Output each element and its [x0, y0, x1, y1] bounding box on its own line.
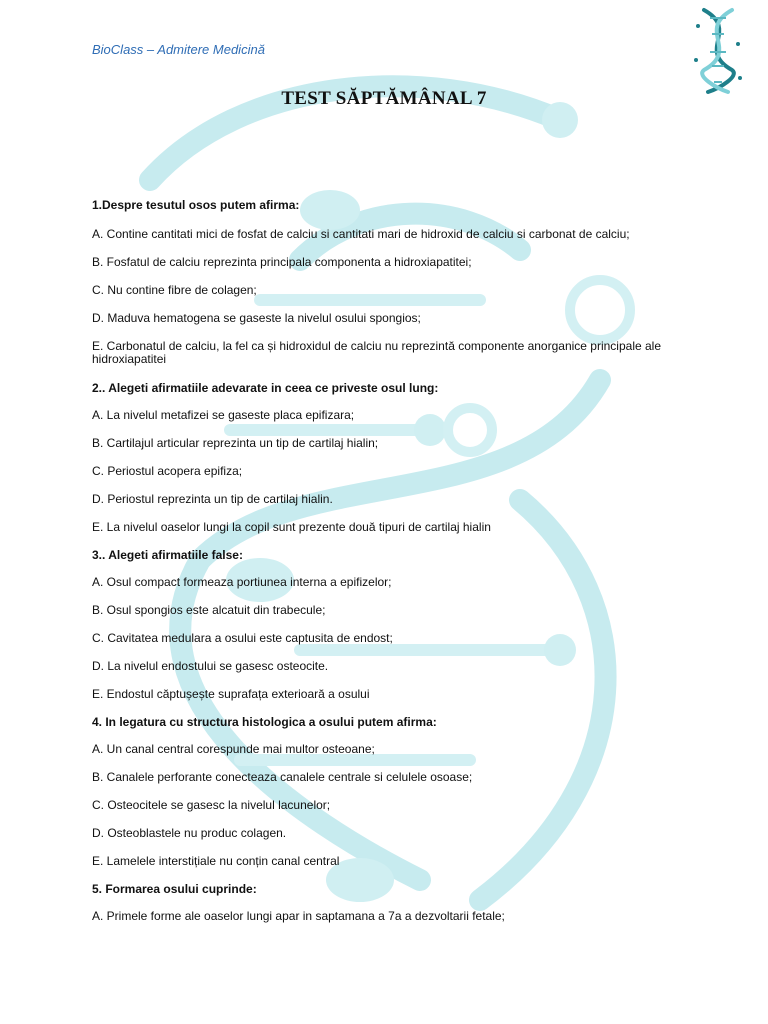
question-4-option-d: D. Osteoblastele nu produc colagen.: [92, 826, 287, 840]
question-1-option-c: C. Nu contine fibre de colagen;: [92, 283, 257, 297]
question-2-option-c: C. Periostul acopera epifiza;: [92, 464, 243, 478]
question-3-option-a: A. Osul compact formeaza portiunea interna a epifizelor;: [92, 575, 392, 589]
question-3-text: 3.. Alegeti afirmatiile false:: [92, 548, 243, 562]
question-4-text: 4. In legatura cu structura histologica a osului putem afirma:: [92, 715, 437, 729]
question-4-option-e: E. Lamelele interstițiale nu conțin canal central: [92, 854, 340, 868]
question-2-option-e: E. La nivelul oaselor lungi la copil sunt prezente două tipuri de cartilaj hialin: [92, 520, 491, 534]
page-title: TEST SĂPTĂMÂNAL 7: [281, 88, 487, 109]
brand-header: BioClass – Admitere Medicină: [92, 42, 265, 57]
question-3-option-c: C. Cavitatea medulara a osului este captusita de endost;: [92, 631, 393, 645]
question-1-option-a: A. Contine cantitati mici de fosfat de calciu si cantitati mari de hidroxid de calciu si carbonat de calciu;: [92, 227, 630, 241]
dna-helix-logo-icon: [690, 4, 746, 96]
question-3-option-b: B. Osul spongios este alcatuit din trabecule;: [92, 603, 326, 617]
question-2-text: 2.. Alegeti afirmatiile adevarate in ceea ce priveste osul lung:: [92, 381, 439, 395]
question-4-option-a: A. Un canal central corespunde mai multor osteoane;: [92, 742, 375, 756]
question-4-option-b: B. Canalele perforante conecteaza canalele centrale si celulele osoase;: [92, 770, 473, 784]
question-2-option-b: B. Cartilajul articular reprezinta un tip de cartilaj hialin;: [92, 436, 379, 450]
question-2-option-a: A. La nivelul metafizei se gaseste placa epifizara;: [92, 408, 355, 422]
question-list: [92, 197, 692, 923]
question-3-option-d: D. La nivelul endostului se gasesc osteocite.: [92, 659, 329, 673]
question-5-text: 5. Formarea osului cuprinde:: [92, 882, 257, 896]
question-1-option-b: B. Fosfatul de calciu reprezinta principala componenta a hidroxiapatitei;: [92, 255, 472, 269]
question-1-text: 1.Despre tesutul osos putem afirma:: [92, 198, 300, 212]
question-4-option-c: C. Osteocitele se gasesc la nivelul lacunelor;: [92, 798, 331, 812]
question-1-option-e: E. Carbonatul de calciu, la fel ca și hidroxidul de calciu nu reprezintă componente anorganice principale ale hidroxiapatitei: [92, 339, 662, 366]
question-5-option-a: A. Primele forme ale oaselor lungi apar in saptamana a 7a a dezvoltarii fetale;: [92, 909, 505, 923]
question-3-option-e: E. Endostul căptușește suprafața exterioară a osului: [92, 687, 370, 701]
question-1-option-d: D. Maduva hematogena se gaseste la nivelul osului spongios;: [92, 311, 421, 325]
question-2-option-d: D. Periostul reprezinta un tip de cartilaj hialin.: [92, 492, 333, 506]
